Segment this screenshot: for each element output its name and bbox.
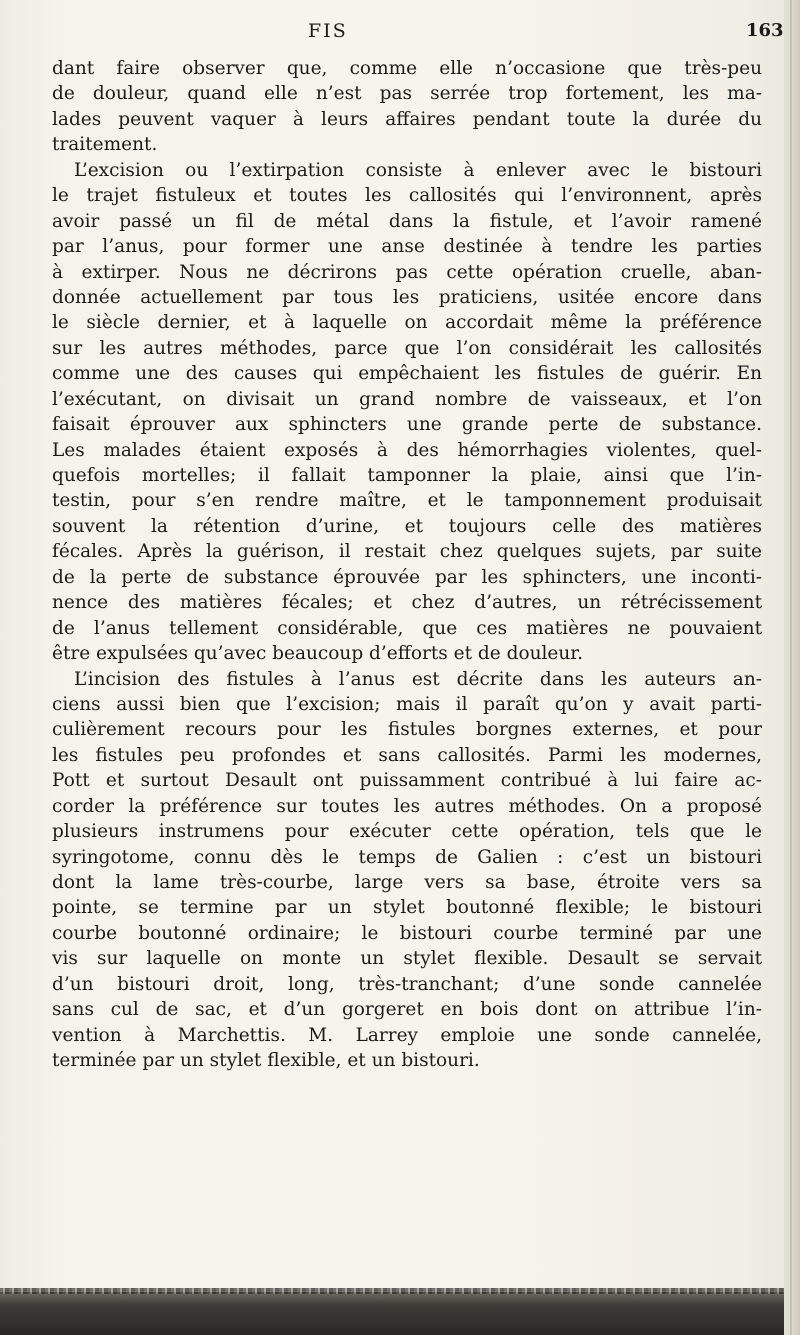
text-line: l’exécutant, on divisait un grand nombre de vaisseaux, et l’on (52, 388, 762, 410)
page-header (0, 20, 800, 46)
text-line: sans cul de sac, et d’un gorgeret en bois dont on attribue l’in- (52, 999, 762, 1021)
text-line: plusieurs instrumens pour exécuter cette opération, tels que le (52, 821, 762, 843)
text-line: par l’anus, pour former une anse destinée à tendre les parties (52, 236, 762, 258)
text-line: syringotome, connu dès le temps de Galien : c’est un bistouri (52, 846, 762, 868)
text-line: pointe, se termine par un stylet boutonné flexible; le bistouri (52, 897, 762, 919)
text-line: L’excision ou l’extirpation consiste à enlever avec le bistouri (74, 159, 762, 181)
text-line: souvent la rétention d’urine, et toujours celle des matières (52, 515, 762, 537)
text-line: dont la lame très-courbe, large vers sa base, étroite vers sa (52, 872, 762, 893)
text-line: vention à Marchettis. M. Larrey emploie une sonde cannelée, (52, 1024, 762, 1046)
text-line: testin, pour s’en rendre maître, et le tamponnement produisait (52, 490, 762, 512)
text-line: fécales. Après la guérison, il restait chez quelques sujets, par suite (52, 541, 762, 563)
text-line: le siècle dernier, et à laquelle on accordait même la préférence (52, 312, 762, 334)
text-line: L’incision des fistules à l’anus est décrite dans les auteurs an- (74, 668, 762, 690)
text-line: terminée par un stylet flexible, et un bistouri. (52, 1050, 480, 1072)
text-line: Pott et surtout Desault ont puissamment contribué à lui faire ac- (52, 770, 762, 792)
text-line: lades peuvent vaquer à leurs affaires pendant toute la durée du (52, 108, 762, 130)
text-line: de douleur, quand elle n’est pas serrée trop fortement, les ma- (52, 83, 762, 105)
text-line: dant faire observer que, comme elle n’occasione que très-peu (52, 58, 762, 79)
text-line: ciens aussi bien que l’excision; mais il paraît qu’on y avait parti- (52, 693, 762, 715)
text-line: courbe boutonné ordinaire; le bistouri courbe terminé par une (52, 922, 762, 944)
text-line: donnée actuellement par tous les praticiens, usitée encore dans (52, 286, 762, 308)
text-line: quefois mortelles; il fallait tamponner la plaie, ainsi que l’in- (52, 465, 762, 486)
text-line: culièrement recours pour les fistules borgnes externes, et pour (52, 719, 762, 741)
text-line: à extirper. Nous ne décrirons pas cette opération cruelle, aban- (52, 261, 762, 283)
page-edge (784, 0, 800, 1335)
text-line: comme une des causes qui empêchaient les fistules de guérir. En (52, 363, 762, 385)
text-line: Les malades étaient exposés à des hémorrhagies violentes, quel- (52, 439, 762, 461)
text-line: sur les autres méthodes, parce que l’on considérait les callosités (52, 337, 762, 359)
text-line: le trajet fistuleux et toutes les callosités qui l’environnent, après (52, 185, 762, 207)
text-line: les fistules peu profondes et sans callosités. Parmi les modernes, (52, 744, 762, 766)
text-line: traitement. (52, 134, 158, 156)
scan-bottom-edge (0, 1292, 784, 1335)
text-line: corder la préférence sur toutes les autres méthodes. On a proposé (52, 795, 762, 817)
text-line: d’un bistouri droit, long, très-tranchant; d’une sonde cannelée (52, 973, 762, 995)
text-line: avoir passé un fil de métal dans la fistule, et l’avoir ramené (52, 210, 762, 232)
text-line: vis sur laquelle on monte un stylet flexible. Desault se servait (52, 948, 762, 970)
text-line: faisait éprouver aux sphincters une grande perte de substance. (52, 414, 762, 436)
page-number: 163 (746, 20, 784, 41)
text-line: être expulsées qu’avec beaucoup d’efforts et de douleur. (52, 643, 583, 665)
text-line: de l’anus tellement considérable, que ces matières ne pouvaient (52, 617, 762, 639)
running-head: FIS (308, 20, 348, 42)
body-text (52, 56, 762, 1074)
text-line: nence des matières fécales; et chez d’autres, un rétrécissement (52, 592, 762, 614)
text-line: de la perte de substance éprouvée par les sphincters, une inconti- (52, 566, 762, 588)
